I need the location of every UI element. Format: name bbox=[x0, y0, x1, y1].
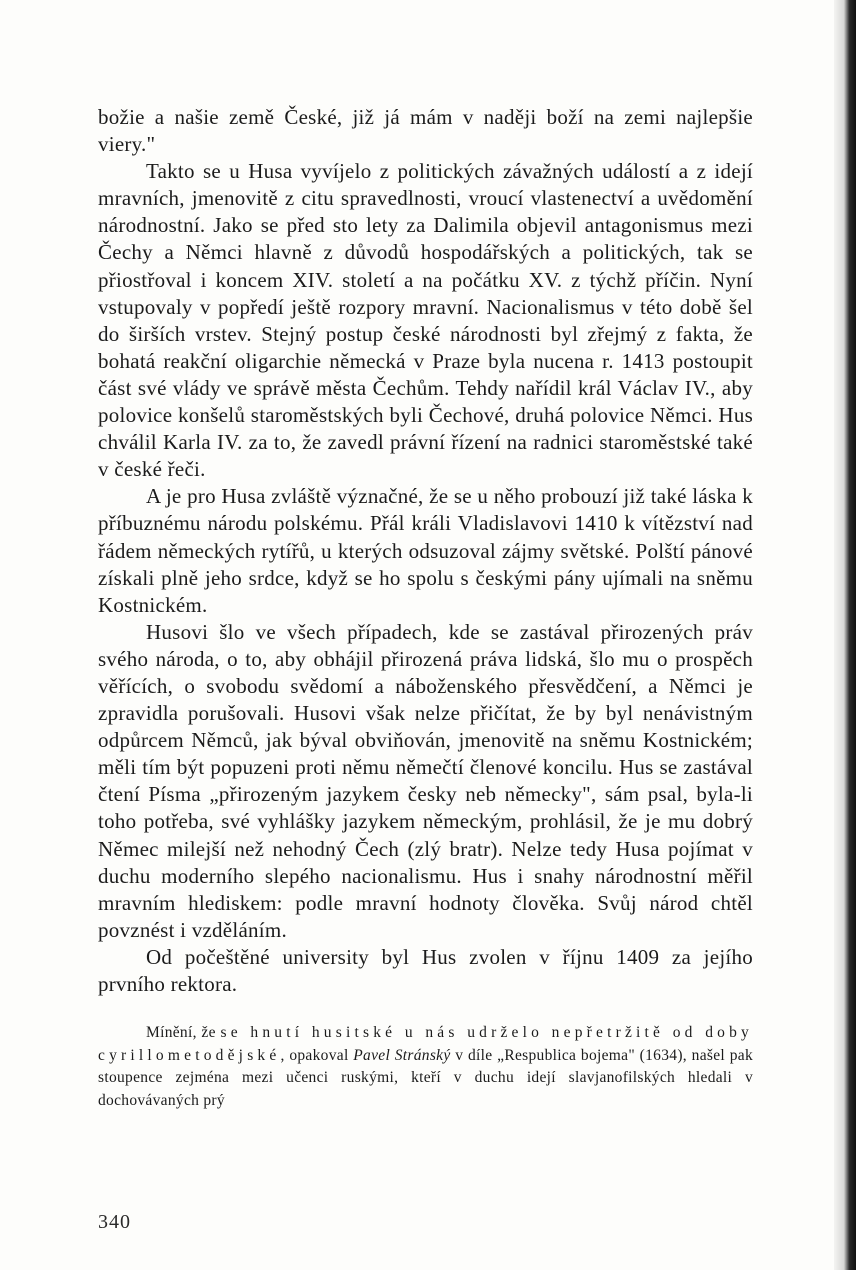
footnote-emphasis: se hnutí husitské u nás udrželo nepřetržitě od doby cyrillometodějské bbox=[98, 1024, 753, 1064]
paragraph: Takto se u Husa vyvíjelo z politických závažných událostí a z idejí mravních, jmenovitě z citu spravedlnosti, vroucí vlastenectví a uvědomění národnostní. Jako se před sto lety za Dalimila objevil antagonismus mezi Čechy a Němci hlavně z důvodů hospodářských a politických, tak se přiostřoval i koncem XIV. století a na počátku XV. z týchž příčin. Nyní vstupovaly v popředí ještě rozpory mravní. Nacionalismus v této době šel do širších vrstev. Stejný postup české národnosti byl zřejmý z fakta, že bohatá reakční oligarchie německá v Praze byla nucena r. 1413 postoupit část své vlády ve správě města Čechům. Tehdy nařídil král Václav IV., aby polovice konšelů staroměstských byli Čechové, druhá polovice Němci. Hus chválil Karla IV. za to, že zavedl právní řízení na radnici staroměstské také v české řeči. bbox=[98, 159, 753, 482]
main-text bbox=[98, 104, 753, 998]
paragraph: Husovi šlo ve všech případech, kde se zastával přirozených práv svého národa, o to, aby obhájil přirozená práva lidská, šlo mu o prospěch věřících, o svobodu svědomí a náboženského přesvědčení, a Němci je zpravidla porušovali. Husovi však nelze přičítat, že by byl nenávistným odpůrcem Němců, jak býval obviňován, jmenovitě na sněmu Kostnickém; měli tím být popuzeni proti němu němečtí členové koncilu. Hus se zastával čtení Písma „přirozeným jazykem česky neb německy", sám psal, byla-li toho potřeba, své vyhlášky jazykem německým, prohlásil, že je mu dobrý Němec milejší než nehodný Čech (zlý bratr). Nelze tedy Husa pojímat v duchu moderního slepého nacionalismu. Hus i snahy národnostní měřil mravním hlediskem: podle mravní hodnoty člověka. Svůj národ chtěl povznést i vzděláním. bbox=[98, 619, 753, 942]
page-edge-shadow bbox=[834, 0, 856, 1270]
footnote-text: v díle „Respublica bojema" (1634), našel pak stoupence zejména mezi učenci ruskými, kteří v duchu idejí slavjanofilských hledali v dochovávaných prý bbox=[98, 1046, 753, 1109]
footnote-text: , opakoval bbox=[280, 1046, 354, 1064]
footnote-text: Mínění, že bbox=[146, 1024, 221, 1042]
paragraph-continuation: božie a našie země České, již já mám v naději boží na zemi najlepšie viery." bbox=[98, 105, 753, 157]
footnote-author: Pavel Stránský bbox=[353, 1046, 451, 1064]
page-text bbox=[98, 104, 753, 1128]
footnote bbox=[98, 1022, 753, 1112]
paragraph: Od počeštěné university byl Hus zvolen v říjnu 1409 za jejího prvního rektora. bbox=[98, 944, 753, 996]
page-number: 340 bbox=[98, 1211, 131, 1233]
paragraph: A je pro Husa zvláště význačné, že se u něho probouzí již také láska k příbuznému národu polskému. Přál králi Vladislavovi 1410 k vítězství nad řádem německých rytířů, u kterých odsuzoval zájmy světské. Polští pánové získali plně jeho srdce, když se ho spolu s českými pány ujímali na sněmu Kostnickém. bbox=[98, 484, 753, 617]
